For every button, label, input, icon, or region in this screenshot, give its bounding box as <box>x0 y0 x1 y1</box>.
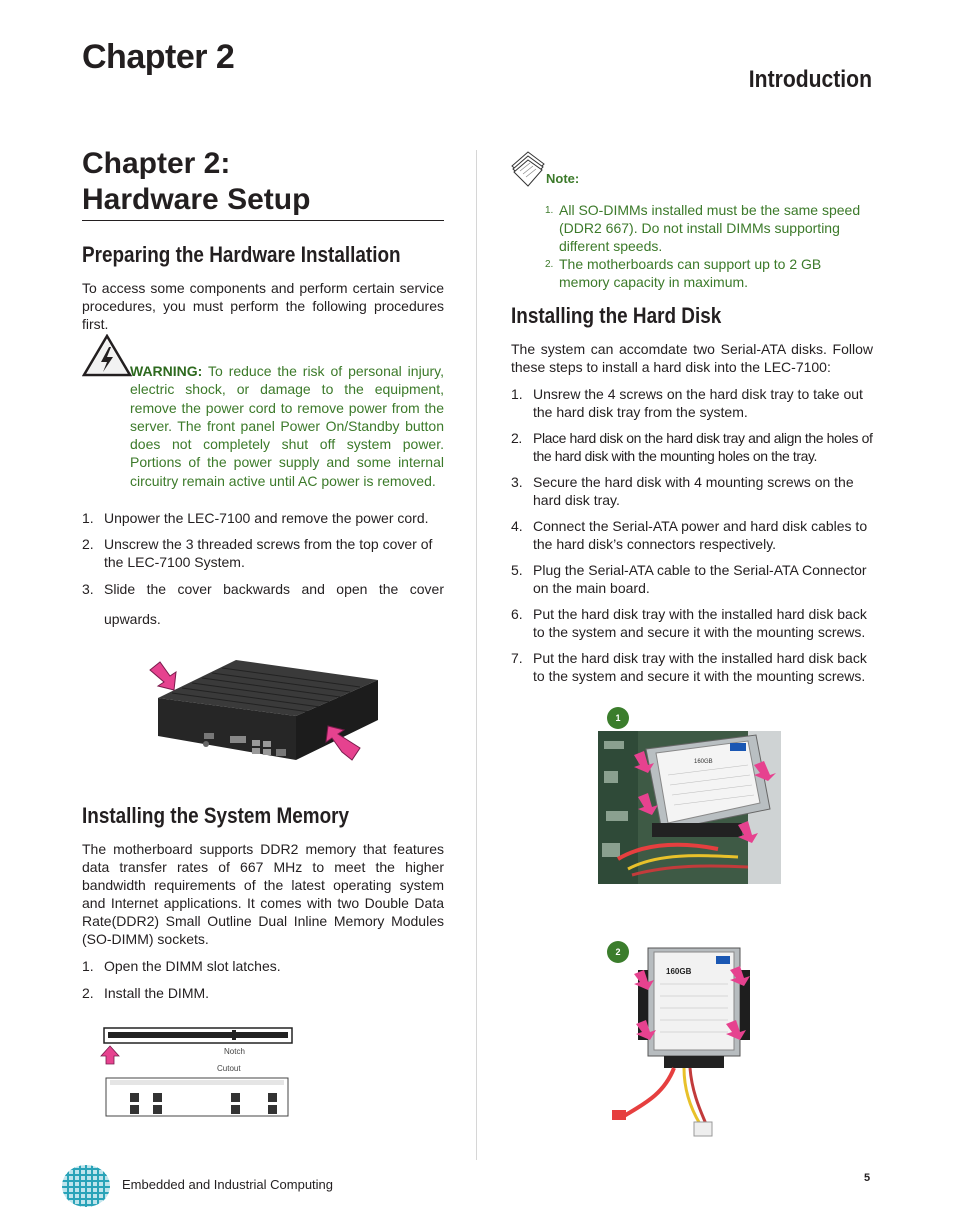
label-cutout: Cutout <box>217 1064 241 1073</box>
dimm-illustration <box>100 1026 294 1120</box>
list-item: 1. Unsrew the 4 screws on the hard disk tray to take out the hard disk tray from the system. <box>511 386 863 420</box>
list-item: 7. Put the hard disk tray with the installed hard disk back to the system and secure it with the mounting screws. <box>511 650 867 684</box>
hdd-intro: The system can accomdate two Serial-ATA disks. Follow these steps to install a hard disk into the LEC-7100: <box>511 341 873 375</box>
label-notch: Notch <box>224 1047 245 1056</box>
list-item: 1. All SO-DIMMs installed must be the same speed (DDR2 667). Do not install DIMMs supporting different speeds. <box>545 202 861 254</box>
list-item: 1. Unpower the LEC-7100 and remove the power cord. <box>82 510 429 526</box>
page-title <box>82 146 444 221</box>
prep-steps <box>82 509 444 642</box>
warning-icon <box>82 334 132 378</box>
step-badge-2: 2 <box>607 941 629 963</box>
disk-capacity-label-2: 160GB <box>666 967 692 976</box>
hdd-steps <box>511 385 873 693</box>
memory-heading: Installing the System Memory <box>82 803 350 828</box>
disk-capacity-label-1: 160GB <box>694 759 713 765</box>
section-header: Introduction <box>748 66 872 93</box>
hdd-in-system-photo <box>598 731 781 884</box>
system-chassis-illustration <box>146 656 388 762</box>
warning-label: WARNING: <box>130 363 203 379</box>
page-number: 5 <box>864 1172 871 1184</box>
title-line-2: Hardware Setup <box>82 183 311 216</box>
list-item: 3. Secure the hard disk with 4 mounting screws on the hard disk tray. <box>511 474 854 508</box>
column-divider <box>476 150 477 1160</box>
prep-intro: To access some components and perform certain service procedures, you must perform the following procedures first. <box>82 280 444 332</box>
list-item: 4. Connect the Serial-ATA power and hard disk cables to the hard disk’s connectors respectively. <box>511 518 868 552</box>
list-item: 2. Place hard disk on the hard disk tray and align the holes of the hard disk with the mounting holes on the tray. <box>511 430 873 464</box>
list-item: 1. Open the DIMM slot latches. <box>82 958 281 974</box>
memory-steps <box>82 957 444 1010</box>
step-badge-1: 1 <box>607 707 629 729</box>
list-item: 2. The motherboards can support up to 2 GB memory capacity in maximum. <box>545 256 822 290</box>
warning-body: To reduce the risk of personal injury, electric shock, or damage to the equipment, remove the power cord to remove power from the server. The front panel Power On/Standby button does not completely shut off system power. Portions of the power supply and some internal circuitry remain active until AC power is removed. <box>130 363 444 489</box>
chapter-header: Chapter 2 <box>82 38 235 76</box>
memory-intro: The motherboard supports DDR2 memory that features data transfer rates of 667 MHz to meet the higher bandwidth requirements of the latest operating system and Internet applications. It comes with two Double Data Rate(DDR2) Small Outline Dual Inline Memory Modules (SO-DIMM) sockets. <box>82 841 444 947</box>
warning-text <box>130 362 444 490</box>
hdd-heading: Installing the Hard Disk <box>511 303 722 328</box>
list-item: 5. Plug the Serial-ATA cable to the Serial-ATA Connector on the main board. <box>511 562 867 596</box>
list-item: 2. Unscrew the 3 threaded screws from the top cover of the LEC-7100 System. <box>82 536 433 570</box>
hdd-with-tray-photo <box>604 944 750 1140</box>
list-item: 6. Put the hard disk tray with the installed hard disk back to the system and secure it with the mounting screws. <box>511 606 867 640</box>
company-logo-icon <box>60 1163 112 1209</box>
prep-heading: Preparing the Hardware Installation <box>82 242 401 267</box>
note-list <box>545 201 873 291</box>
note-label: Note: <box>546 171 580 186</box>
note-icon <box>508 148 548 188</box>
list-item: 3. Slide the cover backwards and open the cover upwards. <box>82 581 444 627</box>
footer-text: Embedded and Industrial Computing <box>122 1177 334 1192</box>
list-item: 2. Install the DIMM. <box>82 985 210 1001</box>
title-line-1: Chapter 2: <box>82 147 231 180</box>
